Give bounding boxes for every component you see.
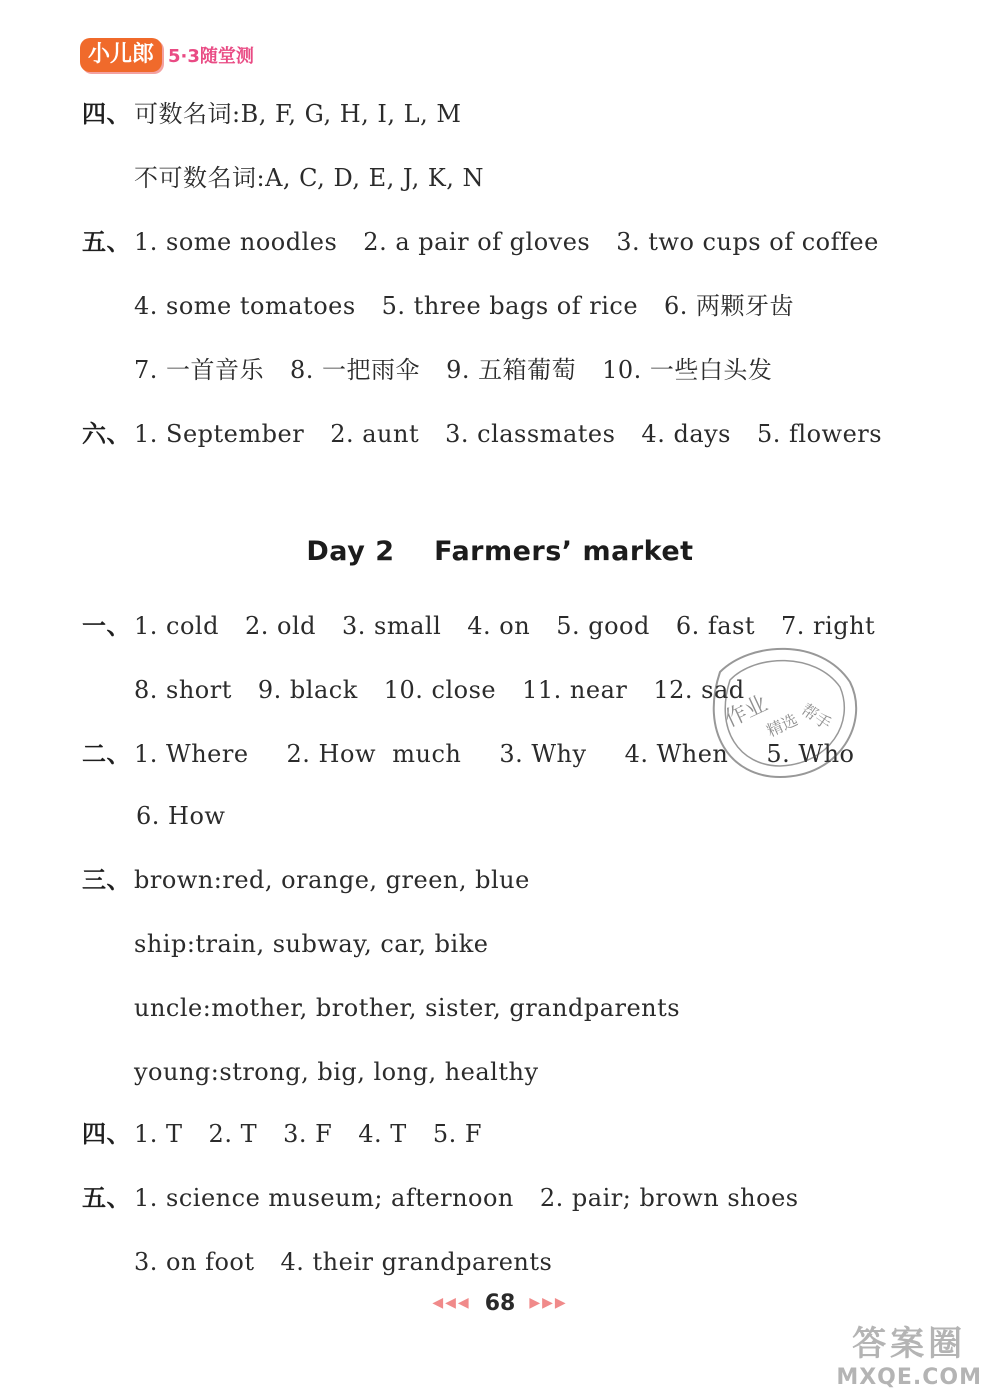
day2-answer-1-row1 (82, 610, 940, 642)
day2-answer-3-row3 (134, 992, 940, 1024)
answer-item: 5. flowers (757, 420, 883, 448)
answer-text: 不可数名词:A, C, D, E, J, K, N (134, 164, 485, 192)
answer-item: 2. pair; brown shoes (539, 1184, 799, 1212)
answer-item: 2. T (208, 1120, 258, 1148)
answer-item: 4. some tomatoes (134, 292, 356, 320)
day2-answer-3-row1 (82, 864, 940, 896)
answer-4-countable (82, 98, 940, 130)
answer-item: brown:red, orange, green, blue (134, 866, 530, 894)
answer-item: 3. on foot (134, 1248, 255, 1276)
stamp-text: 精选 (763, 709, 801, 741)
day2-answer-4 (82, 1118, 940, 1150)
answer-item: 6. 两颗牙齿 (664, 292, 795, 320)
day2-answer-5-row1 (82, 1182, 940, 1214)
answer-item: 12. sad (653, 676, 745, 704)
question-number: 五、 (82, 1184, 131, 1212)
answer-item: 8. short (134, 676, 232, 704)
day2-answer-2-row2 (136, 800, 940, 832)
answer-item: 4. T (358, 1120, 407, 1148)
answer-item: 7. 一首音乐 (134, 356, 265, 384)
answer-item: 4. When (624, 740, 729, 768)
answer-text: 可数名词:B, F, G, H, I, L, M (134, 100, 462, 128)
question-number: 四、 (82, 1120, 131, 1148)
answer-item: 3. F (283, 1120, 333, 1148)
answer-item: 8. 一把雨伞 (290, 356, 421, 384)
answer-item: 2. old (244, 612, 316, 640)
answer-item: 7. right (781, 612, 876, 640)
answer-item: 3. small (341, 612, 442, 640)
page-number: 68 (484, 1290, 516, 1316)
brand-logo: 小儿郎 (80, 38, 162, 72)
question-number: 六、 (82, 420, 131, 448)
answer-item: 1. cold (134, 612, 219, 640)
answer-item: 6. How (136, 802, 226, 830)
day2-answer-5-row2 (134, 1246, 940, 1278)
answer-item: 2. a pair of gloves (363, 228, 591, 256)
day2-answer-3-row2 (134, 928, 940, 960)
answer-item: 6. fast (675, 612, 756, 640)
answer-6 (82, 418, 940, 450)
stamp-text: 帮手 (797, 699, 835, 734)
answer-item: 9. 五箱葡萄 (446, 356, 577, 384)
stamp-text: 作业 (721, 691, 772, 733)
brand-subtitle: 5·3随堂测 (168, 46, 254, 67)
answer-item: ship:train, subway, car, bike (134, 930, 489, 958)
question-number: 二、 (82, 740, 131, 768)
answer-5-row2 (134, 290, 940, 322)
answer-item: 4. on (467, 612, 531, 640)
seal-stamp-icon (700, 642, 860, 782)
question-number: 五、 (82, 228, 131, 256)
watermark-line1: 答案圈 (852, 1324, 967, 1364)
answer-item: 9. black (257, 676, 358, 704)
answer-item: 5. Who (766, 740, 855, 768)
answer-item: 1. Where (134, 740, 249, 768)
watermark (836, 1316, 982, 1390)
answer-item: 5. good (556, 612, 650, 640)
answer-item: 4. days (641, 420, 731, 448)
right-arrows-icon: ▶▶▶ (529, 1295, 568, 1311)
answer-5-row3 (134, 354, 940, 386)
answer-item: 3. Why (499, 740, 587, 768)
answer-item: 1. science museum; afternoon (134, 1184, 514, 1212)
answer-item: 2. How much (286, 740, 462, 768)
answer-item: 1. September (134, 420, 305, 448)
header-logo (80, 38, 254, 72)
answer-5-row1 (82, 226, 940, 258)
question-number: 三、 (82, 866, 131, 894)
answer-item: 3. two cups of coffee (616, 228, 879, 256)
answer-item: uncle:mother, brother, sister, grandparents (134, 994, 681, 1022)
answer-item: 4. their grandparents (280, 1248, 553, 1276)
left-arrows-icon: ◀◀◀ (432, 1295, 471, 1311)
answer-item: 1. some noodles (134, 228, 338, 256)
answer-4-uncountable (134, 162, 940, 194)
answer-item: 1. T (134, 1120, 183, 1148)
watermark-line2: MXQE.COM (836, 1365, 982, 1390)
answer-item: 5. F (432, 1120, 483, 1148)
answer-item: 5. three bags of rice (381, 292, 639, 320)
question-number: 一、 (82, 612, 131, 640)
answer-item: 2. aunt (330, 420, 420, 448)
answer-item: 3. classmates (445, 420, 616, 448)
answer-item: 10. close (383, 676, 497, 704)
question-number: 四、 (82, 100, 131, 128)
day2-answer-3-row4 (134, 1056, 940, 1088)
answer-item: 11. near (522, 676, 628, 704)
answer-item: 10. 一些白头发 (602, 356, 773, 384)
section-title: Day 2 Farmers’ market (306, 536, 694, 567)
answer-item: young:strong, big, long, healthy (134, 1058, 539, 1086)
page-footer (0, 1290, 1000, 1316)
